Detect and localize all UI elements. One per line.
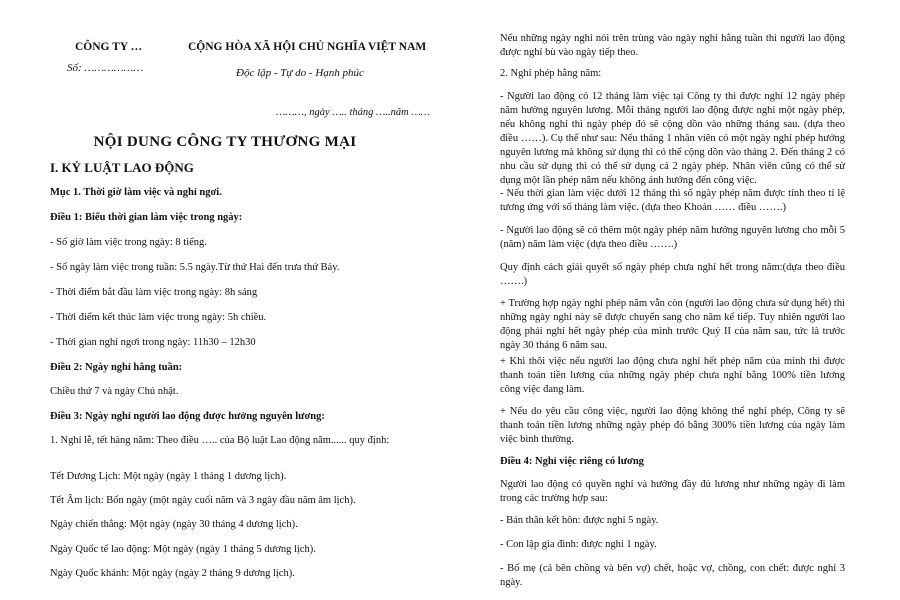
article-heading: Điều 4: Nghỉ việc riêng có lương: [500, 456, 644, 467]
article-heading: Điều 2: Ngày nghỉ hằng tuần:: [50, 362, 183, 373]
paragraph: Tết Âm lịch: Bốn ngày (một ngày cuối năm và 3 ngày đầu năm âm lịch).: [50, 495, 356, 506]
paragraph: 2. Nghỉ phép hằng năm:: [500, 68, 602, 79]
paragraph: - Nếu thời gian làm việc dưới 12 tháng thì số ngày phép năm được tính theo tỉ lệ tương ứng với số tháng làm việc. (dựa theo Khoản …… điều …….): [500, 188, 845, 213]
right-page: [450, 0, 900, 600]
paragraph: Ngày Quốc khánh: Một ngày (ngày 2 tháng 9 dương lịch).: [50, 568, 295, 579]
paragraph: - Con lập gia đình: được nghỉ 1 ngày.: [500, 539, 657, 550]
date-line: ………, ngày ….. tháng …..năm ……: [276, 107, 431, 118]
document-title: NỘI DUNG CÔNG TY THƯƠNG MẠI: [93, 134, 357, 150]
document-number: Số: ………………: [67, 62, 144, 74]
paragraph: Ngày Quốc tế lao động: Một ngày (ngày 1 tháng 5 dương lịch).: [50, 544, 316, 555]
paragraph: Ngày chiến thắng: Một ngày (ngày 30 tháng 4 dương lịch).: [50, 519, 298, 530]
paragraph: + Nếu do yêu cầu công việc, người lao động không thể nghỉ phép, Công ty sẽ thanh toán tiền lương những ngày phép đó bằng 300% tiền lương của ngày làm việc bình thường.: [500, 406, 845, 445]
paragraph: Chiều thứ 7 và ngày Chủ nhật.: [50, 386, 179, 397]
national-motto: Độc lập - Tự do - Hạnh phúc: [236, 67, 364, 79]
article-heading: Điều 3: Ngày nghỉ người lao động được hưởng nguyên lương:: [50, 411, 325, 422]
paragraph: + Trường hợp ngày nghỉ phép năm vẫn còn (người lao động chưa sử dụng hết) thì những ngày nghỉ này sẽ được chuyển sang cho năm kế tiếp. Tuy nhiên người lao động phải nghỉ hết ngày phép của mình trước Quý II của năm sau, tức là trước ngày 30 tháng 6 năm sau.: [500, 298, 845, 351]
paragraph: - Bản thân kết hôn: được nghỉ 5 ngày.: [500, 515, 659, 526]
paragraph: Quy định cách giải quyết số ngày phép chưa nghỉ hết trong năm:(dựa theo điều …….): [500, 262, 845, 287]
company-name: CÔNG TY …: [75, 41, 143, 53]
paragraph: Người lao động có quyền nghỉ và hưởng đầy đủ lương như những ngày đi làm trong các trường hợp sau:: [500, 479, 845, 504]
paragraph: 1. Nghỉ lễ, tết hàng năm: Theo điều ….. của Bộ luật Lao động năm...... quy định:: [50, 435, 390, 446]
paragraph: - Số giờ làm việc trong ngày: 8 tiếng.: [50, 237, 207, 248]
paragraph: - Người lao động sẽ có thêm một ngày phép năm hưởng nguyên lương cho mỗi 5 (năm) năm làm việc (dựa theo điều …….): [500, 225, 845, 250]
subsection-heading: Mục 1. Thời giờ làm việc và nghỉ ngơi.: [50, 187, 222, 198]
paragraph: + Khi thôi việc nếu người lao động chưa nghỉ hết phép năm của mình thì được thanh toán tiền lương của những ngày phép chưa nghỉ bằng 100% tiền lương công việc đang làm.: [500, 356, 845, 395]
paragraph: Nếu những ngày nghỉ nói trên trùng vào ngày nghỉ hằng tuần thì người lao động được nghỉ bù vào ngày tiếp theo.: [500, 33, 845, 58]
paragraph: - Người lao động có 12 tháng làm việc tại Công ty thì được nghỉ 12 ngày phép năm hưởng nguyên lương. Mỗi tháng người lao động được nghỉ một ngày phép, nếu không nghỉ thì ngày phép đó sẽ cộng dồn vào những tháng sau. (dựa theo điều ……). Cụ thể như sau: Nếu tháng 1 nhân viên có một ngày nghỉ phép hưởng nguyên lương mà không sử dụng thì có thể cộng dồn vào tháng 2. Đến tháng 2 có nhu cầu sử dụng thì có thể sử dụng cả 2 ngày phép. Nhân viên cũng có thể sử dụng một lần phép năm nếu không ảnh hưởng đến công việc.: [500, 91, 845, 186]
paragraph: - Thời gian nghỉ ngơi trong ngày: 11h30 – 12h30: [50, 337, 256, 348]
paragraph: Tết Dương Lịch: Một ngày (ngày 1 tháng 1 dương lịch).: [50, 471, 287, 482]
paragraph: - Thời điểm kết thúc làm việc trong ngày: 5h chiều.: [50, 312, 267, 323]
section-heading: I. KỶ LUẬT LAO ĐỘNG: [50, 160, 194, 175]
article-heading: Điều 1: Biểu thời gian làm việc trong ngày:: [50, 212, 243, 223]
national-title: CỘNG HÒA XÃ HỘI CHỦ NGHĨA VIỆT NAM: [188, 41, 427, 53]
paragraph: - Số ngày làm việc trong tuần: 5.5 ngày.Từ thứ Hai đến trưa thứ Bảy.: [50, 262, 340, 273]
paragraph: - Thời điểm bắt đầu làm việc trong ngày: 8h sáng: [50, 287, 258, 298]
paragraph: - Bố mẹ (cả bên chồng và bên vợ) chết, hoặc vợ, chồng, con chết: được nghỉ 3 ngày.: [500, 563, 845, 588]
